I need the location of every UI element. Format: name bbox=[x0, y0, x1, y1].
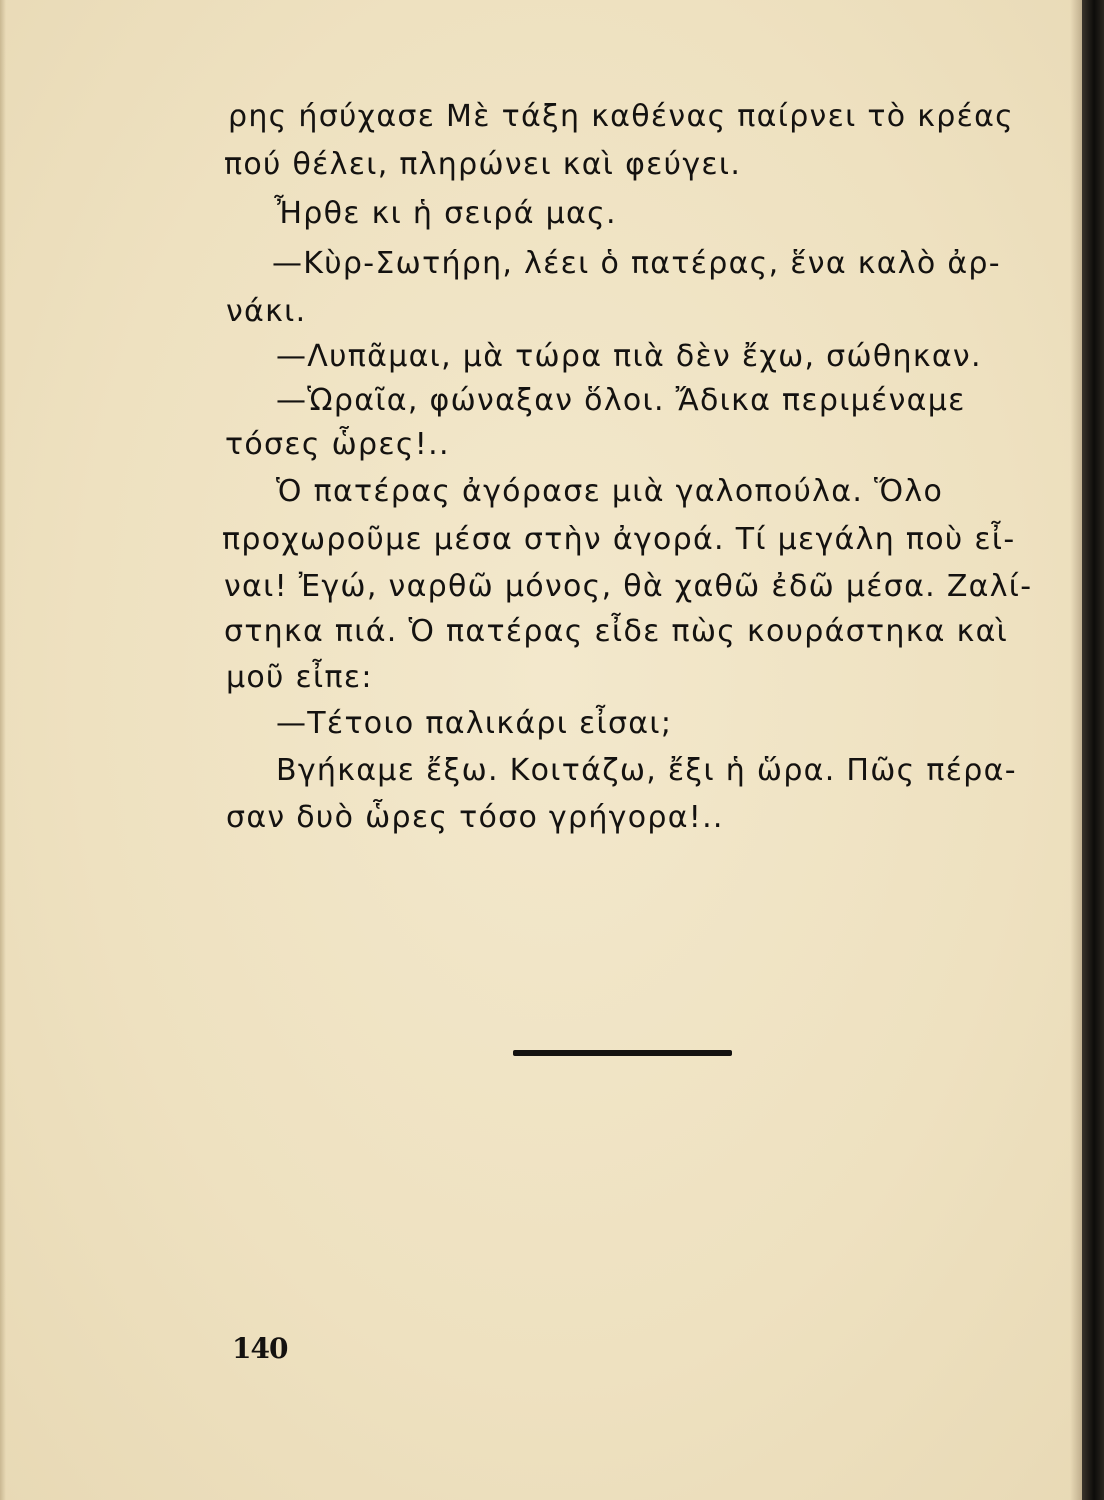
text-line-2: πού θέλει, πληρώνει καὶ φεύγει. bbox=[224, 147, 742, 182]
page-left-edge bbox=[0, 0, 6, 1500]
text-line-1: ρης ήσύχασε Μὲ τάξη καθένας παίρνει τὸ κρέας bbox=[228, 99, 1015, 134]
text-line-10: προχωροῦμε μέσα στὴν ἀγορά. Τί μεγάλη ποὺ εἶ- bbox=[222, 522, 1016, 557]
text-line-15: Βγήκαμε ἔξω. Κοιτάζω, ἔξι ἡ ὥρα. Πῶς πέρα- bbox=[276, 753, 1017, 788]
text-line-5: νάκι. bbox=[226, 294, 307, 329]
binding-shadow bbox=[1070, 0, 1082, 1500]
text-line-4: —Κὺρ-Σωτήρη, λέει ὁ πατέρας, ἕνα καλὸ ἀρ- bbox=[272, 246, 1001, 281]
text-line-9: Ὁ πατέρας ἀγόρασε μιὰ γαλοπούλα. Ὅλο bbox=[276, 474, 944, 509]
text-line-14: —Τέτοιο παλικάρι εἶσαι; bbox=[276, 706, 673, 741]
text-line-8: τόσες ὧρες!.. bbox=[225, 427, 450, 462]
page-right-edge bbox=[1082, 0, 1104, 1500]
section-divider bbox=[513, 1050, 732, 1056]
text-line-3: Ἦρθε κι ἡ σειρά μας. bbox=[274, 196, 617, 231]
text-line-12: στηκα πιά. Ὁ πατέρας εἶδε πὼς κουράστηκα καὶ bbox=[224, 614, 1009, 649]
text-line-11: ναι! Ἐγώ, ναρθῶ μόνος, θὰ χαθῶ ἐδῶ μέσα. Ζαλί- bbox=[224, 569, 1033, 604]
text-line-16: σαν δυὸ ὧρες τόσο γρήγορα!.. bbox=[226, 800, 724, 835]
text-line-6: —Λυπᾶμαι, μὰ τώρα πιὰ δὲν ἔχω, σώθηκαν. bbox=[276, 339, 982, 374]
text-line-7: —Ὡραῖα, φώναξαν ὅλοι. Ἄδικα περιμέναμε bbox=[276, 383, 966, 418]
page-number: 140 bbox=[232, 1332, 288, 1365]
text-line-13: μοῦ εἶπε: bbox=[226, 660, 373, 695]
